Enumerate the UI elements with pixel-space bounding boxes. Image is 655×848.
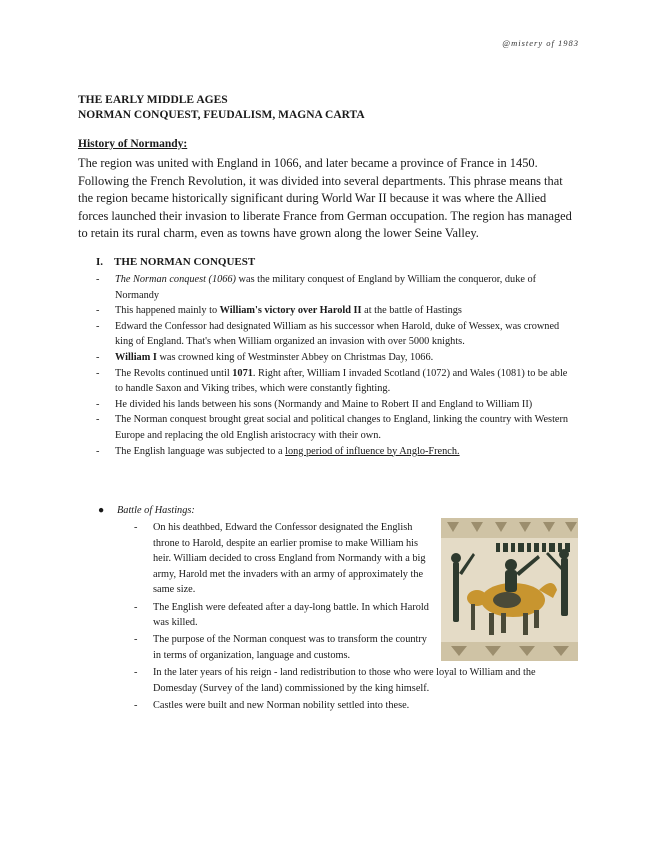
list-item: - On his deathbed, Edward the Confessor designated the English throne to Harold, despite an earlier promise to make William his heir. William decided to cross England from Normandy with a big army, Harold met the invaders with an army of approximately the same size.: [134, 520, 433, 598]
item-text: was crowned king of Westminster Abbey on Christmas Day, 1066.: [156, 351, 434, 363]
history-heading: History of Normandy:: [78, 138, 188, 150]
list-item: - The English were defeated after a day-long battle. In which Harold was killed.: [134, 600, 433, 631]
list-item: - The purpose of the Norman conquest was to transform the country in terms of organization, language and customs.: [134, 632, 433, 663]
section-title: THE NORMAN CONQUEST: [114, 256, 256, 268]
item-text: . Right after, William I invaded Scotland (1072) and Wales (1081) to be able to handle Saxon and Viking tribes, which were constantly fighting.: [115, 367, 568, 395]
section-heading-norman-conquest: [96, 256, 255, 268]
tapestry-top-band: [441, 518, 578, 538]
bullet-icon: ●: [98, 505, 105, 516]
history-paragraph: The region was united with England in 1066, and later became a province of France in 1450. Following the French Revolution, it was divided into several departments. This phrase means that the region became historically significant during World War II because it was where the Allied forces launched their invasion to liberate France from German occupation. The region has managed to retain its rural charm, even as towns have grown along the lower Seine Valley.: [78, 156, 572, 240]
battle-heading-text: Battle of Hastings:: [117, 505, 195, 516]
list-item: - In the later years of his reign - land redistribution to those who were loyal to William and the Domesday (Survey of the land) commissioned by the king himself.: [134, 665, 574, 696]
item-text: The English language was subjected to a: [115, 445, 286, 457]
norman-conquest-list: [96, 272, 576, 459]
section-number: I.: [96, 256, 104, 268]
bold-text: 1071: [232, 367, 253, 379]
bold-text: William I: [115, 351, 157, 363]
list-item: [96, 272, 576, 303]
list-item: - Castles were built and new Norman nobility settled into these.: [134, 698, 574, 714]
underlined-text: long period of influence by Anglo-French.: [285, 445, 460, 457]
document-title: [78, 93, 365, 123]
bayeux-tapestry-image: [441, 518, 578, 661]
list-item: [96, 444, 576, 460]
list-item: [96, 366, 576, 397]
list-item: - Edward the Confessor had designated William as his successor when Harold, duke of Wessex, was crowned king of England. That's when William organized an invasion with over 5000 knights.: [96, 319, 576, 350]
item-text: at the battle of Hastings: [361, 305, 462, 317]
battle-heading: [98, 505, 195, 516]
item-text: This happened mainly to: [115, 305, 220, 317]
item-text: The Revolts continued until: [115, 367, 233, 379]
item-text: was the military conquest of England by William the conqueror, duke of Normandy: [115, 274, 537, 301]
bold-text: William's victory over Harold II: [219, 305, 362, 317]
list-item: [96, 303, 576, 319]
list-item: - He divided his lands between his sons (Normandy and Maine to Robert II and England to William II): [96, 397, 576, 413]
title-line-1: THE EARLY MIDDLE AGES: [78, 94, 228, 106]
list-item: - The Norman conquest brought great social and political changes to England, linking the country with Western Europe and replacing the old English aristocracy with their own.: [96, 412, 576, 443]
title-line-2: NORMAN CONQUEST, FEUDALISM, MAGNA CARTA: [78, 109, 365, 121]
watermark: @mistery of 1983: [502, 38, 579, 48]
emphasis-text: The Norman conquest (1066): [115, 274, 236, 285]
list-item: [96, 350, 576, 366]
